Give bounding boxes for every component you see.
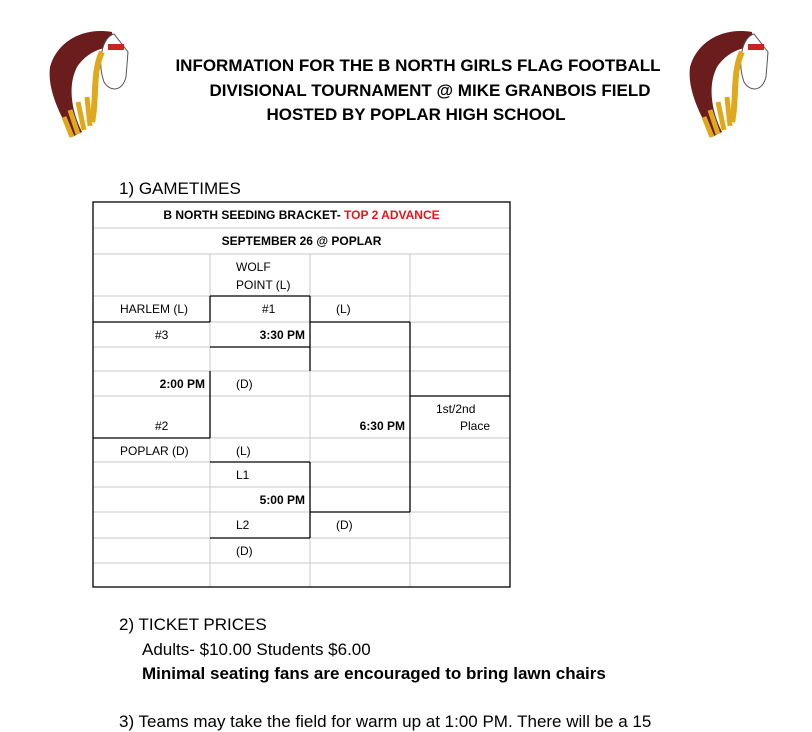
game-time-330: 3:30 PM: [259, 328, 305, 342]
place-label-1: 1st/2nd: [436, 402, 476, 416]
bracket-title-text: B NORTH SEEDING BRACKET-: [163, 208, 345, 222]
seed-2: #2: [155, 419, 169, 433]
header-line-3: HOSTED BY POPLAR HIGH SCHOOL: [266, 105, 566, 124]
label-l-top: (L): [336, 302, 351, 316]
team-harlem: HARLEM (L): [120, 302, 189, 316]
header-line-2: DIVISIONAL TOURNAMENT @ MIKE GRANBOIS FIELD: [209, 81, 651, 100]
label-d-l2: (D): [336, 518, 353, 532]
bracket-date: SEPTEMBER 26 @ POPLAR: [221, 234, 382, 248]
bracket-title: [93, 207, 510, 223]
label-l2: L2: [236, 518, 250, 532]
label-d-bottom: (D): [236, 544, 253, 558]
place-label-2: Place: [460, 419, 491, 433]
section-3-partial: 3) Teams may take the field for warm up at 1:00 PM. There will be a 15: [119, 712, 652, 731]
game-time-500: 5:00 PM: [259, 493, 305, 507]
section-ticket-heading: 2) TICKET PRICES: [119, 615, 267, 634]
seed-3: #3: [155, 328, 169, 342]
section-gametimes-heading: 1) GAMETIMES: [119, 179, 241, 198]
ticket-prices: Adults- $10.00 Students $6.00: [142, 640, 371, 659]
label-l-poplar: (L): [236, 444, 251, 458]
header-line-1: INFORMATION FOR THE B NORTH GIRLS FLAG FOOTBALL: [175, 56, 661, 75]
team-wolf-point-2: POINT (L): [236, 278, 291, 292]
label-d-mid: (D): [236, 377, 253, 391]
seating-note: Minimal seating fans are encouraged to bring lawn chairs: [142, 664, 606, 683]
bracket-title-highlight: TOP 2 ADVANCE: [344, 208, 440, 222]
team-wolf-point-1: WOLF: [236, 260, 271, 274]
seed-1: #1: [262, 302, 276, 316]
team-poplar: POPLAR (D): [120, 444, 189, 458]
label-l1: L1: [236, 468, 250, 482]
game-time-200: 2:00 PM: [159, 377, 205, 391]
game-time-630: 6:30 PM: [359, 419, 405, 433]
